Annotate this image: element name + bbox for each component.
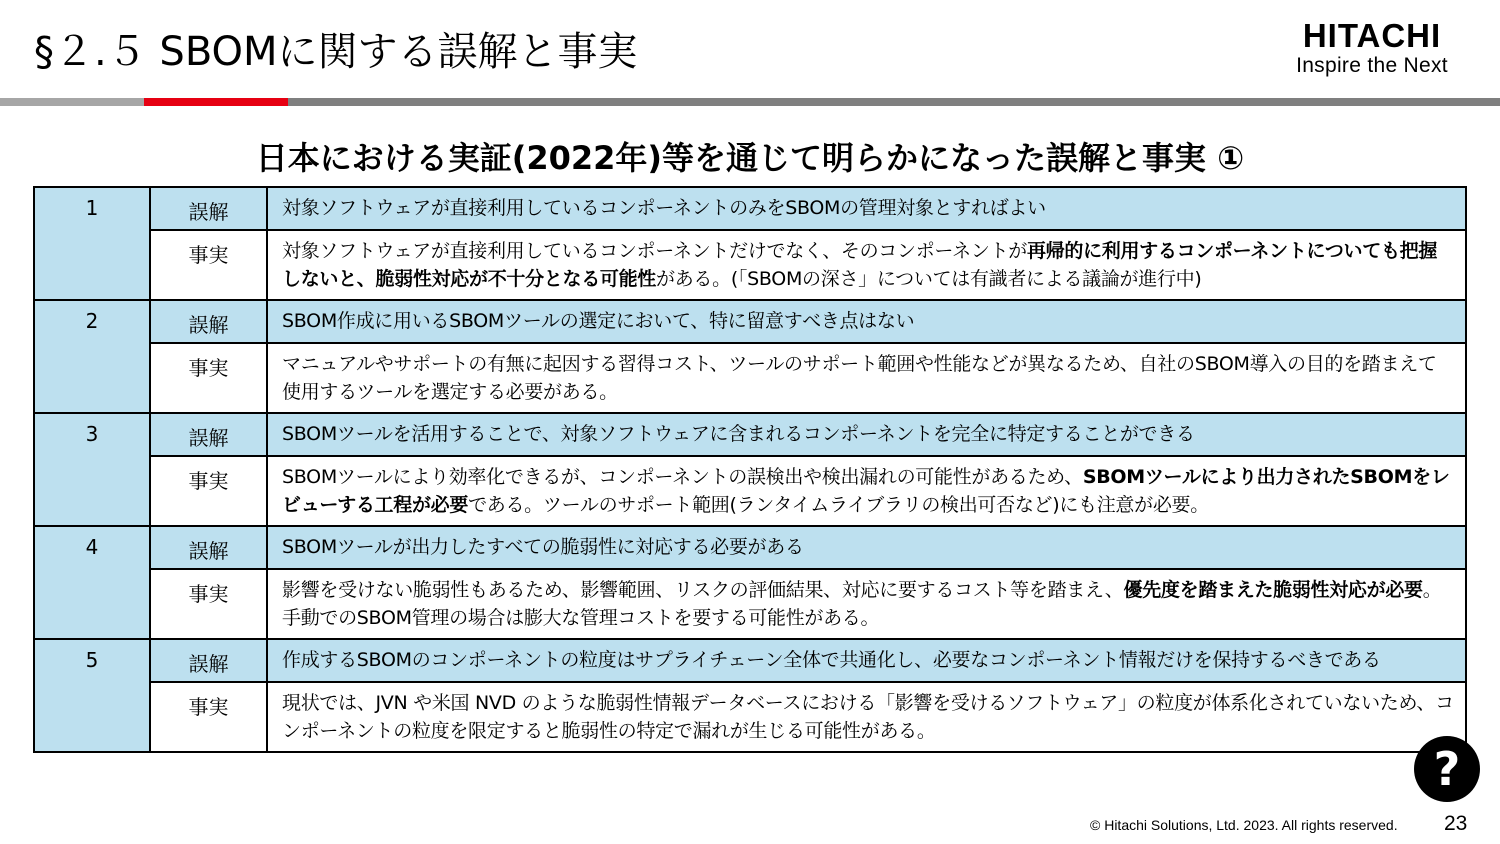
- table-row: [34, 639, 1466, 682]
- table-row: [34, 456, 1466, 526]
- hitachi-logo: [1272, 18, 1472, 78]
- divider-gray-segment: [0, 98, 144, 106]
- fact-label: 事実: [150, 456, 267, 526]
- misconception-text: SBOMツールを活用することで、対象ソフトウェアに含まれるコンポーネントを完全に特定することができる: [267, 413, 1466, 456]
- fact-label: 事実: [150, 569, 267, 639]
- fact-text-plain: 現状では、JVN や米国 NVD のような脆弱性情報データベースにおける「影響を受けるソフトウェア」の粒度が体系化されていないため、コンポーネントの粒度を限定すると脆弱性の特定で漏れが生じる可能性がある。: [282, 692, 1454, 742]
- fact-text-plain: 影響を受けない脆弱性もあるため、影響範囲、リスクの評価結果、対応に要するコスト等を踏まえ、: [282, 579, 1124, 601]
- table-heading: 日本における実証(2022年)等を通じて明らかになった誤解と事実 ①: [255, 139, 1245, 177]
- misconception-label: 誤解: [150, 639, 267, 682]
- slide-title: §２.５ SBOMに関する誤解と事実: [34, 29, 638, 75]
- misconception-label: 誤解: [150, 526, 267, 569]
- row-number: 5: [34, 639, 150, 752]
- table-row: [34, 300, 1466, 343]
- table-row: [34, 682, 1466, 752]
- fact-text-plain: 。手動でのSBOM管理の場合は膨大な管理コストを要する可能性がある。: [282, 579, 1442, 629]
- fact-text-emphasis: 再帰的に利用するコンポーネントについても把握しないと、脆弱性対応が不十分となる可能性: [282, 240, 1438, 290]
- misconception-text: 対象ソフトウェアが直接利用しているコンポーネントのみをSBOMの管理対象とすればよい: [267, 187, 1466, 230]
- row-number: 3: [34, 413, 150, 526]
- fact-text: [267, 682, 1466, 752]
- header-divider: [0, 98, 1500, 106]
- copyright: © Hitachi Solutions, Ltd. 2023. All rights reserved.: [1090, 817, 1398, 833]
- table-row: [34, 413, 1466, 456]
- table-row: [34, 230, 1466, 300]
- fact-text-plain: である。ツールのサポート範囲(ランタイムライブラリの検出可否など)にも注意が必要。: [468, 494, 1209, 516]
- fact-label: 事実: [150, 682, 267, 752]
- fact-text-plain: SBOMツールにより効率化できるが、コンポーネントの誤検出や検出漏れの可能性があるため、: [282, 466, 1083, 488]
- divider-red-segment: [144, 98, 288, 106]
- row-number: 2: [34, 300, 150, 413]
- fact-text-plain: マニュアルやサポートの有無に起因する習得コスト、ツールのサポート範囲や性能などが異なるため、自社のSBOM導入の目的を踏まえて使用するツールを選定する必要がある。: [282, 353, 1437, 403]
- fact-text: [267, 456, 1466, 526]
- misconceptions-table: [33, 186, 1467, 753]
- fact-text-plain: 対象ソフトウェアが直接利用しているコンポーネントだけでなく、そのコンポーネントが: [282, 240, 1027, 262]
- help-button[interactable]: ?: [1414, 736, 1480, 802]
- fact-text: [267, 569, 1466, 639]
- logo-tagline: Inspire the Next: [1296, 54, 1448, 77]
- divider-dark-segment: [288, 98, 1500, 106]
- row-number: 4: [34, 526, 150, 639]
- misconception-text: SBOM作成に用いるSBOMツールの選定において、特に留意すべき点はない: [267, 300, 1466, 343]
- misconception-label: 誤解: [150, 300, 267, 343]
- fact-text-emphasis: SBOMツールにより出力されたSBOMをレビューする工程が必要: [282, 466, 1450, 516]
- misconception-text: 作成するSBOMのコンポーネントの粒度はサプライチェーン全体で共通化し、必要なコンポーネント情報だけを保持するべきである: [267, 639, 1466, 682]
- logo-wordmark: HITACHI: [1302, 17, 1442, 54]
- fact-text-plain: がある。(「SBOMの深さ」については有識者による議論が進行中): [656, 268, 1202, 290]
- misconception-label: 誤解: [150, 187, 267, 230]
- fact-text: [267, 230, 1466, 300]
- table-row: [34, 569, 1466, 639]
- row-number: 1: [34, 187, 150, 300]
- misconception-text: SBOMツールが出力したすべての脆弱性に対応する必要がある: [267, 526, 1466, 569]
- fact-text-emphasis: 優先度を踏まえた脆弱性対応が必要: [1123, 579, 1423, 601]
- fact-label: 事実: [150, 343, 267, 413]
- table-row: [34, 187, 1466, 230]
- table-row: [34, 526, 1466, 569]
- table-row: [34, 343, 1466, 413]
- page-number: 23: [1444, 812, 1468, 835]
- fact-text: [267, 343, 1466, 413]
- misconception-label: 誤解: [150, 413, 267, 456]
- fact-label: 事実: [150, 230, 267, 300]
